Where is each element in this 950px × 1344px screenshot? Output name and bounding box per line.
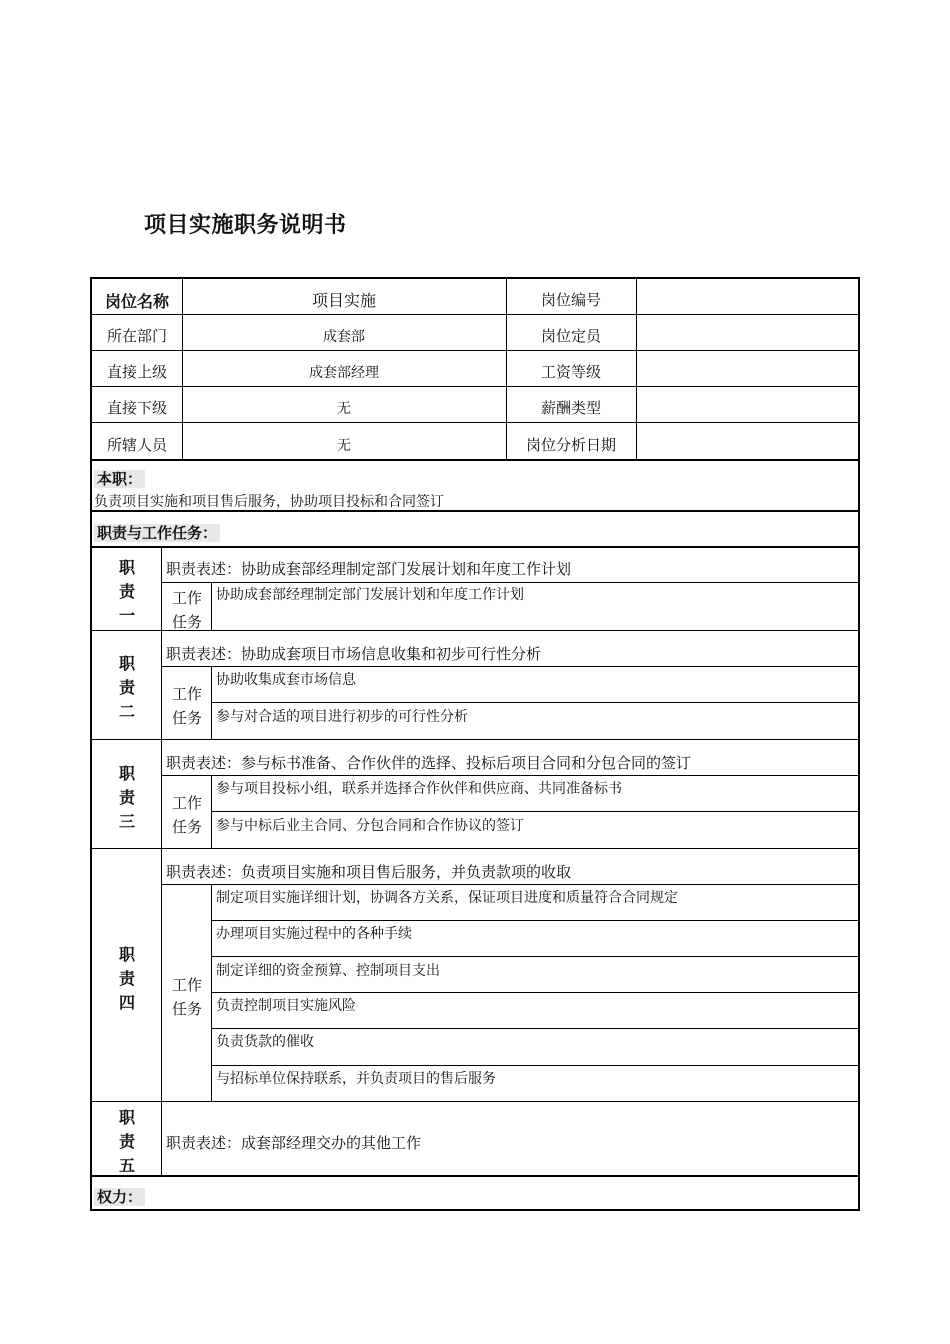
duty-1-task-1: 协助成套部经理制定部门发展计划和年度工作计划: [216, 587, 524, 603]
subordinate-value: 无: [337, 401, 351, 417]
position-name-value: 项目实施: [311, 291, 376, 310]
divider: [92, 386, 858, 387]
pay-type-label: 薪酬类型: [540, 399, 601, 417]
duties-heading: 职责与工作任务：: [94, 522, 220, 543]
headcount-label: 岗位定员: [540, 327, 601, 345]
department-value: 成套部: [323, 329, 365, 345]
divider: [92, 1101, 858, 1102]
duty-5-description: 职责表述：成套部经理交办的其他工作: [166, 1134, 422, 1152]
duty-4-label: 职 责 四: [118, 945, 135, 1012]
divider: [211, 920, 858, 921]
benzhi-text: 负责项目实施和项目售后服务，协助项目投标和合同签订: [94, 494, 444, 510]
divider: [211, 1028, 858, 1029]
duty-2-task-1: 协助收集成套市场信息: [216, 672, 356, 688]
divider: [211, 811, 858, 812]
divider: [92, 848, 858, 849]
duty-3-description: 职责表述：参与标书准备、合作伙伴的选择、投标后项目合同和分包合同的签订: [166, 754, 692, 772]
duty-3-task-label: 工作 任务: [171, 794, 202, 836]
analysis-date-label: 岗位分析日期: [525, 436, 616, 454]
divider: [92, 422, 858, 423]
duty-4-task-3: 制定详细的资金预算、控制项目支出: [216, 963, 440, 979]
duty-1-description: 职责表述：协助成套部经理制定部门发展计划和年度工作计划: [166, 560, 572, 578]
divider: [211, 1065, 858, 1066]
subordinate-label: 直接下级: [106, 399, 167, 417]
divider: [92, 739, 858, 740]
duty-2-task-2: 参与对合适的项目进行初步的可行性分析: [216, 709, 468, 725]
divider: [636, 279, 637, 459]
benzhi-label: 本职：: [94, 468, 145, 489]
divider: [92, 1175, 858, 1177]
duty-2-label: 职 责 二: [118, 654, 135, 721]
divider: [161, 884, 858, 885]
supervisor-label: 直接上级: [106, 363, 167, 381]
staff-label: 所辖人员: [106, 436, 167, 454]
divider: [161, 775, 858, 776]
divider: [92, 546, 858, 548]
duty-3-label: 职 责 三: [118, 764, 135, 831]
duty-3-task-1: 参与项目投标小组，联系并选择合作伙伴和供应商、共同准备标书: [216, 781, 622, 797]
position-code-label: 岗位编号: [540, 291, 601, 309]
duty-5-label: 职 责 五: [118, 1108, 135, 1175]
duty-4-task-5: 负责货款的催收: [216, 1034, 314, 1050]
divider: [161, 666, 858, 667]
duty-4-task-6: 与招标单位保持联系，并负责项目的售后服务: [216, 1071, 496, 1087]
department-label: 所在部门: [106, 327, 167, 345]
salary-grade-label: 工资等级: [540, 363, 601, 381]
divider: [211, 956, 858, 957]
duty-4-task-label: 工作 任务: [171, 976, 202, 1018]
duty-2-description: 职责表述：协助成套项目市场信息收集和初步可行性分析: [166, 645, 542, 663]
page-title: 项目实施职务说明书: [144, 213, 347, 238]
divider: [161, 546, 162, 1175]
staff-value: 无: [337, 438, 351, 454]
duty-4-task-1: 制定项目实施详细计划，协调各方关系，保证项目进度和质量符合合同规定: [216, 890, 678, 906]
job-description-form: [90, 277, 860, 1211]
position-name-label: 岗位名称: [104, 292, 169, 311]
divider: [92, 630, 858, 631]
duty-1-label: 职 责 一: [118, 558, 135, 625]
duty-2-task-label: 工作 任务: [171, 685, 202, 727]
duty-4-task-2: 办理项目实施过程中的各种手续: [216, 926, 412, 942]
divider: [92, 314, 858, 315]
divider: [211, 992, 858, 993]
duty-4-description: 职责表述：负责项目实施和项目售后服务，并负责款项的收取: [166, 863, 572, 881]
duty-1-task-label: 工作 任务: [171, 589, 202, 631]
authority-label: 权力：: [94, 1186, 145, 1207]
divider: [161, 582, 858, 583]
divider: [211, 702, 858, 703]
divider: [92, 510, 858, 512]
duty-4-task-4: 负责控制项目实施风险: [216, 998, 356, 1014]
divider: [211, 582, 212, 630]
divider: [92, 350, 858, 351]
duty-3-task-2: 参与中标后业主合同、分包合同和合作协议的签订: [216, 818, 524, 834]
supervisor-value: 成套部经理: [309, 365, 379, 381]
divider: [92, 459, 858, 461]
